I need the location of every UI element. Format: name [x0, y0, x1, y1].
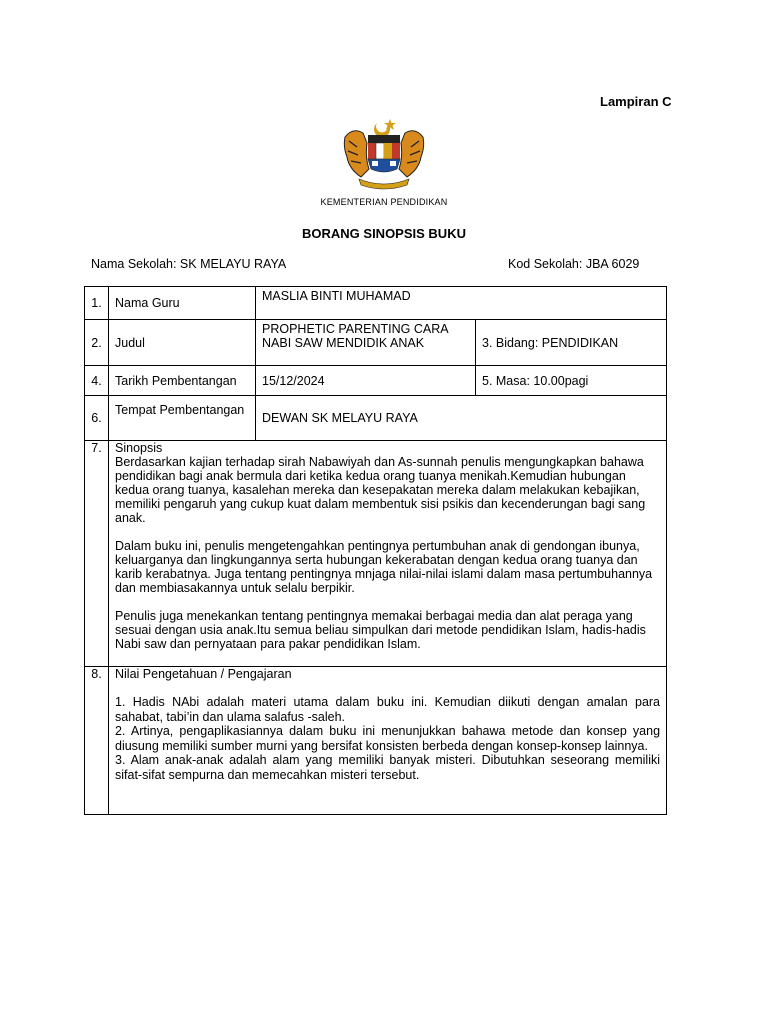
school-name: Nama Sekolah: SK MELAYU RAYA — [91, 257, 287, 271]
lessons-label: Nilai Pengetahuan / Pengajaran — [115, 667, 292, 681]
coat-of-arms-logo — [339, 117, 429, 193]
row-number: 6. — [85, 396, 109, 441]
ministry-name: KEMENTERIAN PENDIDIKAN — [320, 197, 448, 207]
book-title-value — [256, 320, 476, 366]
venue-value: DEWAN SK MELAYU RAYA — [256, 396, 667, 441]
row-synopsis — [85, 441, 667, 667]
synopsis-paragraph: Dalam buku ini, penulis mengetengahkan pentingnya pertumbuhan anak di gendongan ibunya, keluarganya dan lingkungannya serta hubungan kekerabatan dengan kedua orang tuanya dan karib kerabatnya. Juga tentang pentingnya mnjaga nilai-nilai islami dalam masa pertumbuhannya dan membiasakannya untuk selalu berpikir. — [115, 539, 653, 595]
date-value: 15/12/2024 — [256, 366, 476, 396]
teacher-name-value: MASLIA BINTI MUHAMAD — [256, 287, 667, 320]
synopsis-paragraph: Berdasarkan kajian terhadap sirah Nabawiyah dan As-sunnah penulis mengungkapkan bahawa pendidikan bagi anak bermula dari ketika kedua orang tuanya menikah.Kemudian hubungan kedua orang tuanya, kasalehan mereka dan kesepakatan mereka dalam melakukan kebajikan, memiliki pengaruh yang cukup kuat dalam membentuk sisi psikis dan kecenderungan bagi sang anak. — [115, 455, 646, 525]
row-venue — [85, 396, 667, 441]
attachment-label: Lampiran C — [600, 94, 672, 109]
row-title — [85, 320, 667, 366]
form-title: BORANG SINOPSIS BUKU — [302, 226, 466, 241]
lessons-content — [109, 667, 667, 815]
teacher-name-label: Nama Guru — [109, 287, 256, 320]
row-date — [85, 366, 667, 396]
row-lessons — [85, 667, 667, 815]
lesson-item: 3. Alam anak-anak adalah alam yang memiliki banyak misteri. Dibutuhkan seseorang memiliki sifat-sifat sempurna dan memecahkan misteri tersebut. — [115, 753, 661, 782]
synopsis-form-table — [84, 286, 667, 815]
row-number: 2. — [85, 320, 109, 366]
row-number: 7. — [85, 441, 109, 667]
synopsis-label: Sinopsis — [115, 441, 163, 455]
book-title-label: Judul — [109, 320, 256, 366]
row-number: 4. — [85, 366, 109, 396]
venue-label: Tempat Pembentangan — [109, 396, 256, 441]
field-value: 3. Bidang: PENDIDIKAN — [476, 320, 667, 366]
date-label: Tarikh Pembentangan — [109, 366, 256, 396]
lesson-item: 2. Artinya, pengaplikasiannya dalam buku ini menunjukkan bahawa metode dan konsep yang diusung memiliki sumber murni yang bersifat konsisten berbeda dengan konsep-konsep lainnya. — [115, 724, 661, 753]
time-value: 5. Masa: 10.00pagi — [476, 366, 667, 396]
synopsis-paragraph: Penulis juga menekankan tentang pentingnya memakai berbagai media dan alat peraga yang sesuai dengan usia anak.Itu semua beliau simpulkan dari metode pendidikan Islam, hadis-hadis Nabi saw dan pernyataan para pakar pendidikan Islam. — [115, 609, 646, 651]
row-number: 1. — [85, 287, 109, 320]
book-title-line: NABI SAW MENDIDIK ANAK — [262, 336, 425, 350]
lesson-item: 1. Hadis NAbi adalah materi utama dalam buku ini. Kemudian diikuti dengan amalan para sahabat, tabi’in dan ulama salafus -saleh. — [115, 695, 661, 724]
row-number: 8. — [85, 667, 109, 815]
school-code: Kod Sekolah: JBA 6029 — [508, 257, 640, 271]
row-teacher-name — [85, 287, 667, 320]
lessons-list — [115, 695, 660, 782]
synopsis-content — [109, 441, 667, 667]
book-title-line: PROPHETIC PARENTING CARA — [262, 322, 449, 336]
